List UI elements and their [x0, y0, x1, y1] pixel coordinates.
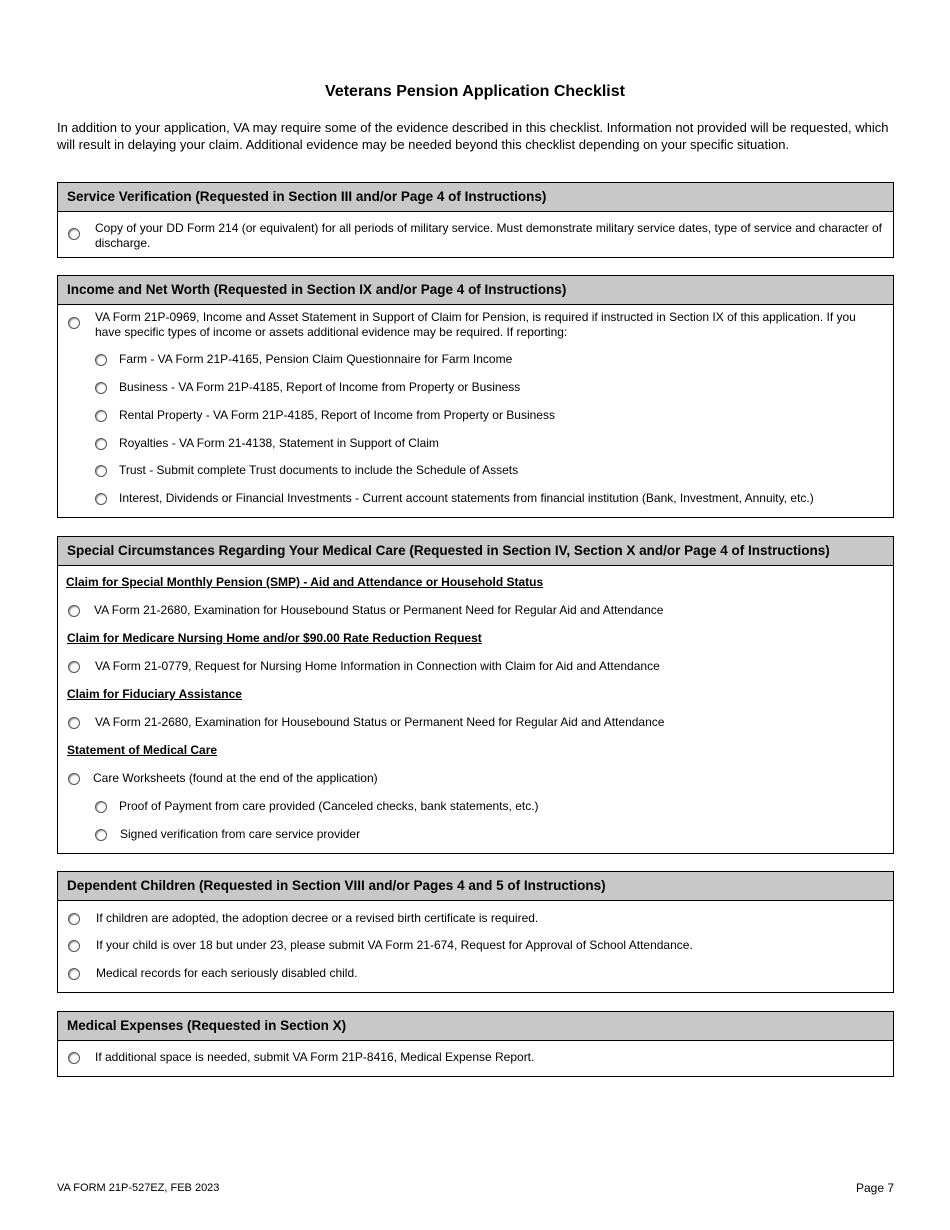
- section-heading: Service Verification (Requested in Section III and/or Page 4 of Instructions): [58, 183, 893, 212]
- item-text: VA Form 21-2680, Examination for Housebound Status or Permanent Need for Regular Aid and Attendance: [94, 603, 664, 617]
- item-text: Business - VA Form 21P-4185, Report of Income from Property or Business: [119, 380, 521, 394]
- radio-button[interactable]: [68, 968, 80, 980]
- subheading: Claim for Medicare Nursing Home and/or $90.00 Rate Reduction Request: [67, 631, 482, 645]
- radio-button[interactable]: [95, 382, 107, 394]
- section-heading: Dependent Children (Requested in Section VIII and/or Pages 4 and 5 of Instructions): [58, 872, 893, 901]
- item-text: VA Form 21P-0969, Income and Asset Statement in Support of Claim for Pension, is required if instructed in Section IX of this application. If you have specific types of income or assets additional evidence may be required. If reporting:: [95, 310, 856, 339]
- radio-button[interactable]: [68, 717, 80, 729]
- radio-button[interactable]: [68, 228, 80, 240]
- item-text: Rental Property - VA Form 21P-4185, Report of Income from Property or Business: [119, 408, 555, 422]
- section-heading: Special Circumstances Regarding Your Medical Care (Requested in Section IV, Section X and/or Page 4 of Instructions): [58, 537, 893, 566]
- item-text: Signed verification from care service provider: [120, 827, 361, 841]
- radio-button[interactable]: [68, 1052, 80, 1064]
- item-text: Copy of your DD Form 214 (or equivalent) for all periods of military service. Must demonstrate military service dates, type of service and character of discharge.: [95, 221, 882, 250]
- section-heading: Income and Net Worth (Requested in Section IX and/or Page 4 of Instructions): [58, 276, 893, 305]
- radio-button[interactable]: [95, 465, 107, 477]
- page-number: Page 7: [856, 1181, 895, 1195]
- radio-button[interactable]: [68, 605, 80, 617]
- radio-button[interactable]: [68, 317, 80, 329]
- item-text: If children are adopted, the adoption decree or a revised birth certificate is required.: [96, 911, 539, 925]
- item-text: Care Worksheets (found at the end of the application): [93, 771, 378, 785]
- subheading: Claim for Special Monthly Pension (SMP) - Aid and Attendance or Household Status: [66, 575, 544, 589]
- section-heading: Medical Expenses (Requested in Section X): [58, 1012, 893, 1041]
- radio-button[interactable]: [95, 438, 107, 450]
- item-text: Medical records for each seriously disabled child.: [96, 966, 358, 980]
- form-id: VA FORM 21P-527EZ, FEB 2023: [57, 1182, 220, 1194]
- item-text: If additional space is needed, submit VA Form 21P-8416, Medical Expense Report.: [95, 1050, 535, 1064]
- radio-button[interactable]: [68, 940, 80, 952]
- item-text: Interest, Dividends or Financial Investments - Current account statements from financial institution (Bank, Investment, Annuity, etc.): [119, 491, 814, 505]
- radio-button[interactable]: [68, 773, 80, 785]
- radio-button[interactable]: [95, 801, 107, 813]
- intro-paragraph: In addition to your application, VA may require some of the evidence described in this checklist. Information not provided will be requested, which will result in delaying your claim. Additional evidence may be needed beyond this checklist depending on your specific situation.: [57, 120, 889, 152]
- radio-button[interactable]: [95, 410, 107, 422]
- page-title: Veterans Pension Application Checklist: [325, 83, 625, 100]
- radio-button[interactable]: [68, 913, 80, 925]
- subheading: Statement of Medical Care: [67, 743, 218, 757]
- radio-button[interactable]: [95, 493, 107, 505]
- item-text: Trust - Submit complete Trust documents to include the Schedule of Assets: [119, 463, 519, 477]
- income-net-worth-section: [57, 275, 894, 518]
- item-text: Farm - VA Form 21P-4165, Pension Claim Questionnaire for Farm Income: [119, 352, 513, 366]
- radio-button[interactable]: [95, 354, 107, 366]
- service-verification-section: [57, 182, 894, 258]
- item-text: VA Form 21-2680, Examination for Housebound Status or Permanent Need for Regular Aid and Attendance: [95, 715, 665, 729]
- item-text: VA Form 21-0779, Request for Nursing Home Information in Connection with Claim for Aid and Attendance: [95, 659, 660, 673]
- item-text: Proof of Payment from care provided (Canceled checks, bank statements, etc.): [119, 799, 539, 813]
- radio-button[interactable]: [68, 661, 80, 673]
- medical-expenses-section: [57, 1011, 894, 1077]
- medical-care-section: [57, 536, 894, 854]
- dependent-children-section: [57, 871, 894, 993]
- item-text: If your child is over 18 but under 23, please submit VA Form 21-674, Request for Approval of School Attendance.: [96, 938, 693, 952]
- radio-button[interactable]: [95, 829, 107, 841]
- item-text: Royalties - VA Form 21-4138, Statement in Support of Claim: [119, 436, 439, 450]
- subheading: Claim for Fiduciary Assistance: [67, 687, 242, 701]
